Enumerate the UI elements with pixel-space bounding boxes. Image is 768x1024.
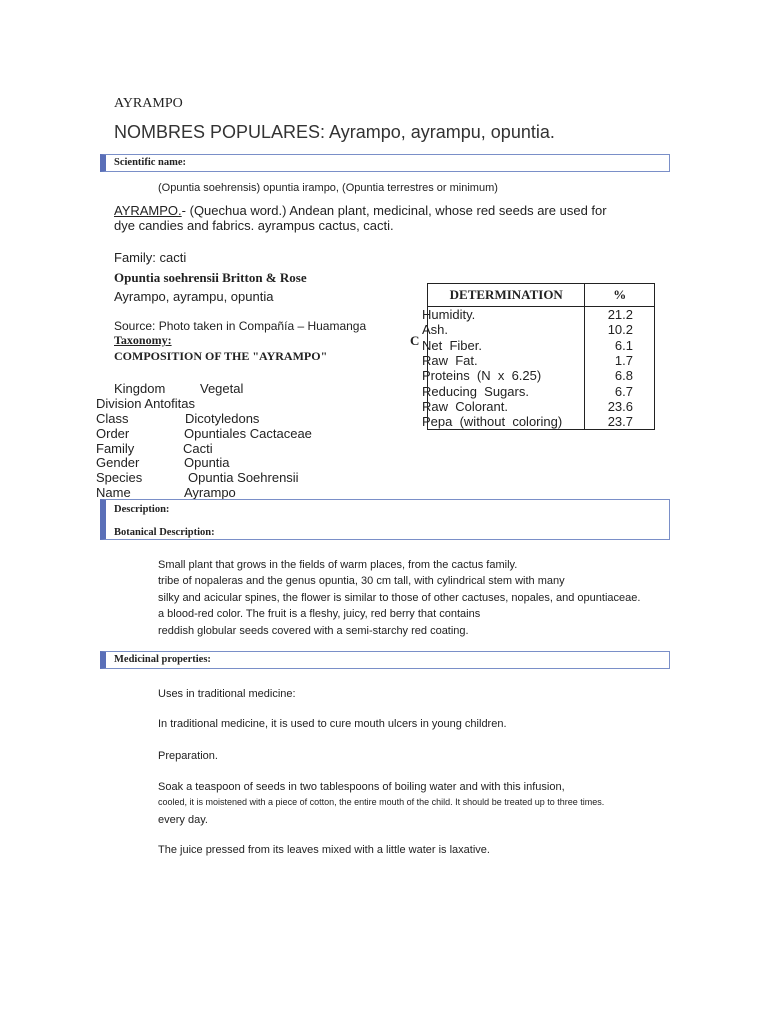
taxonomy-row [96, 441, 213, 456]
taxonomy-value: Opuntiales Cactaceae [184, 426, 312, 441]
family-line: Family: cacti [114, 250, 187, 265]
botanical-line: reddish globular seeds covered with a semi-starchy red coating. [158, 625, 469, 637]
preparation-soak: Soak a teaspoon of seeds in two tablespoons of boiling water and with this infusion, [158, 781, 565, 793]
description-label: Description: [114, 504, 170, 515]
table-row [428, 322, 655, 337]
taxonomy-row [114, 381, 243, 396]
taxonomy-rank: Gender [96, 455, 140, 470]
table-row [428, 383, 655, 398]
taxonomy-rank: Division Antofitas [96, 396, 195, 411]
taxonomy-row [96, 396, 195, 411]
binomial-name: Opuntia soehrensii Britton & Rose [114, 270, 307, 285]
intro-term: AYRAMPO. [114, 203, 182, 218]
determination-cell: Raw Fat. [428, 353, 585, 368]
percent-cell: 6.8 [585, 368, 655, 383]
table-header-row [428, 284, 655, 307]
medicinal-uses: Uses in traditional medicine: [158, 688, 296, 700]
botanical-description-label: Botanical Description: [114, 527, 215, 538]
determination-cell: Raw Colorant. [428, 399, 585, 414]
table-row [428, 307, 655, 323]
taxonomy-value: Ayrampo [184, 485, 236, 500]
botanical-line: a blood-red color. The fruit is a fleshy, juicy, red berry that contains [158, 608, 481, 620]
juice-laxative: The juice pressed from its leaves mixed with a little water is laxative. [158, 844, 490, 856]
taxonomy-row [96, 411, 259, 426]
taxonomy-value: Opuntia [184, 455, 230, 470]
determination-cell: Net Fiber. [428, 338, 585, 353]
taxonomy-value: Opuntia Soehrensii [188, 470, 299, 485]
preparation-every-day: every day. [158, 814, 208, 826]
composition-title: COMPOSITION OF THE "AYRAMPO" [114, 349, 328, 363]
botanical-line: silky and acicular spines, the flower is similar to those of other cactuses, nopales, and opuntiaceae. [158, 592, 641, 604]
percent-cell: 21.2 [585, 307, 655, 323]
intro-line-1 [114, 203, 607, 218]
taxonomy-rank: Name [96, 485, 131, 500]
determination-cell: Reducing Sugars. [428, 383, 585, 398]
determination-cell: Humidity. [428, 307, 585, 323]
percent-cell: 23.6 [585, 399, 655, 414]
percent-cell: 23.7 [585, 414, 655, 430]
taxonomy-row [96, 426, 312, 441]
column-header: % [585, 284, 655, 307]
taxonomy-rank: Species [96, 470, 143, 485]
common-names: Ayrampo, ayrampu, opuntia [114, 289, 274, 304]
taxonomy-label: Taxonomy: [114, 333, 172, 347]
taxonomy-row [96, 485, 236, 500]
botanical-line: Small plant that grows in the fields of warm places, from the cactus family. [158, 559, 518, 571]
percent-cell: 1.7 [585, 353, 655, 368]
percent-cell: 6.1 [585, 338, 655, 353]
table-row [428, 368, 655, 383]
determination-table [422, 283, 655, 430]
table-row [428, 353, 655, 368]
determination-cell: Ash. [428, 322, 585, 337]
determination-cell: Proteins (N x 6.25) [428, 368, 585, 383]
medicinal-cure: In traditional medicine, it is used to cure mouth ulcers in young children. [158, 718, 507, 730]
intro-text-1: - (Quechua word.) Andean plant, medicinal, whose red seeds are used for [181, 203, 607, 218]
percent-cell: 10.2 [585, 322, 655, 337]
taxonomy-value: Dicotyledons [185, 411, 260, 426]
description-box [100, 499, 670, 540]
taxonomy-value: Vegetal [200, 381, 244, 396]
doc-heading: AYRAMPO [114, 96, 183, 111]
table-row [428, 414, 655, 430]
taxonomy-row [96, 455, 230, 470]
percent-cell: 6.7 [585, 383, 655, 398]
stray-letter: C [410, 333, 420, 348]
preparation-cooled: cooled, it is moistened with a piece of cotton, the entire mouth of the child. It should be treated up to three times. [158, 797, 605, 807]
botanical-line: tribe of nopaleras and the genus opuntia, 30 cm tall, with cylindrical stem with many [158, 575, 565, 587]
doc-subheading: NOMBRES POPULARES: Ayrampo, ayrampu, opuntia. [114, 122, 555, 142]
taxonomy-row [96, 470, 299, 485]
taxonomy-rank: Order [96, 426, 130, 441]
scientific-name-box [100, 154, 670, 172]
source-line: Source: Photo taken in Compañía – Huamanga [114, 319, 367, 333]
medicinal-properties-box [100, 651, 670, 669]
table-row [428, 399, 655, 414]
medicinal-properties-label: Medicinal properties: [114, 654, 211, 665]
table-row [428, 338, 655, 353]
taxonomy-rank: Kingdom [114, 381, 166, 396]
taxonomy-value: Cacti [183, 441, 213, 456]
scientific-name-label: Scientific name: [114, 157, 187, 168]
column-header: DETERMINATION [428, 284, 585, 307]
intro-line-2: dye candies and fabrics. ayrampus cactus, cacti. [114, 218, 394, 233]
taxonomy-rank: Family [96, 441, 135, 456]
scientific-text: (Opuntia soehrensis) opuntia irampo, (Opuntia terrestres or minimum) [158, 182, 498, 194]
taxonomy-rank: Class [96, 411, 129, 426]
preparation-heading: Preparation. [158, 750, 218, 762]
determination-cell: Pepa (without coloring) [428, 414, 585, 430]
